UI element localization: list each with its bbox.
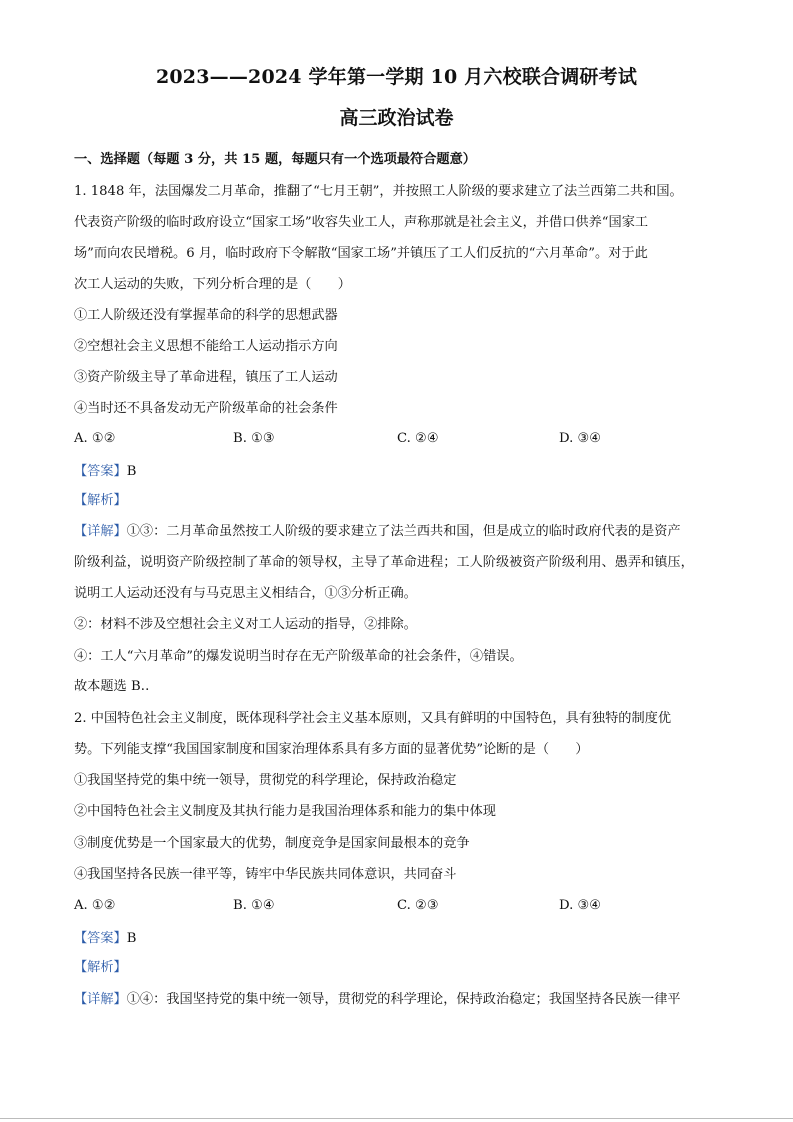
q1-item: ④当时还不具备发动无产阶级革命的社会条件 — [74, 401, 338, 416]
q2-option-d: D. ③④ — [559, 898, 602, 913]
q2-item: ①我国坚持党的集中统一领导，贯彻党的科学理论，保持政治稳定 — [74, 773, 457, 788]
q1-detail-line — [74, 522, 724, 542]
q1-stem-line: 代表资产阶级的临时政府设立“国家工场”收容失业工人，声称那就是社会主义，并借口供养“国家工 — [74, 215, 649, 230]
q2-detail-line — [74, 990, 724, 1010]
answer-value: B — [126, 464, 137, 479]
q2-option-b: B. ①④ — [233, 898, 275, 913]
q2-answer-line — [74, 929, 724, 949]
q1-option-b: B. ①③ — [233, 431, 275, 446]
exam-subtitle: 高三政治试卷 — [339, 107, 454, 129]
q1-conclusion: 故本题选 B‥ — [74, 679, 150, 694]
q1-stem-line: 1. 1848 年，法国爆发二月革命，推翻了“七月王朝”，并按照工人阶级的要求建立了法兰西第二共和国。 — [74, 184, 683, 199]
answer-value: B — [126, 931, 137, 946]
q1-item: ②空想社会主义思想不能给工人运动指示方向 — [74, 339, 338, 354]
q1-stem-line: 场”而向农民增税。6 月，临时政府下令解散“国家工场”并镇压了工人们反抗的“六月革命”。对于此 — [74, 246, 648, 261]
q1-answer-line — [74, 462, 724, 482]
q1-detail-line: ②：材料不涉及空想社会主义对工人运动的指导，②排除。 — [74, 617, 417, 632]
detail-tag: 【详解】 — [74, 524, 127, 539]
q1-detail-line: 阶级利益，说明资产阶级控制了革命的领导权，主导了革命进程；工人阶级被资产阶级利用、愚弄和镇压， — [74, 555, 694, 570]
exam-title: 2023——2024 学年第一学期 10 月六校联合调研考试 — [155, 66, 638, 88]
q1-detail-line: 说明工人运动还没有与马克思主义相结合，①③分析正确。 — [74, 586, 417, 601]
q1-item: ③资产阶级主导了革命进程，镇压了工人运动 — [74, 370, 338, 385]
q2-stem-line: 势。下列能支撑“我国国家制度和国家治理体系具有多方面的显著优势”论断的是（ ） — [74, 742, 589, 757]
answer-tag: 【答案】 — [74, 464, 127, 479]
q2-item: ④我国坚持各民族一律平等，铸牢中华民族共同体意识，共同奋斗 — [74, 867, 457, 882]
detail-text: ①③：二月革命虽然按工人阶级的要求建立了法兰西共和国，但是成立的临时政府代表的是资产 — [126, 524, 681, 539]
q1-option-a: A. ①② — [74, 431, 116, 446]
analysis-tag: 【解析】 — [74, 960, 127, 975]
q1-stem-line: 次工人运动的失败，下列分析合理的是（ ） — [74, 277, 351, 292]
detail-text: ①④：我国坚持党的集中统一领导，贯彻党的科学理论，保持政治稳定；我国坚持各民族一律平 — [126, 992, 681, 1007]
analysis-tag: 【解析】 — [74, 493, 127, 508]
q1-option-d: D. ③④ — [559, 431, 602, 446]
q1-item: ①工人阶级还没有掌握革命的科学的思想武器 — [74, 308, 338, 323]
q1-option-c: C. ②④ — [397, 431, 439, 446]
q2-item: ②中国特色社会主义制度及其执行能力是我国治理体系和能力的集中体现 — [74, 804, 496, 819]
answer-tag: 【答案】 — [74, 931, 127, 946]
page-bottom-rule — [0, 1118, 793, 1119]
q2-option-a: A. ①② — [74, 898, 116, 913]
q2-option-c: C. ②③ — [397, 898, 439, 913]
detail-tag: 【详解】 — [74, 992, 127, 1007]
q2-item: ③制度优势是一个国家最大的优势，制度竞争是国家间最根本的竞争 — [74, 836, 470, 851]
q1-detail-line: ④：工人“六月革命”的爆发说明当时存在无产阶级革命的社会条件，④错误。 — [74, 649, 523, 664]
q2-stem-line: 2. 中国特色社会主义制度，既体现科学社会主义基本原则，又具有鲜明的中国特色，具有独特的制度优 — [74, 711, 672, 726]
section-heading: 一、选择题（每题 3 分，共 15 题，每题只有一个选项最符合题意） — [74, 152, 476, 167]
